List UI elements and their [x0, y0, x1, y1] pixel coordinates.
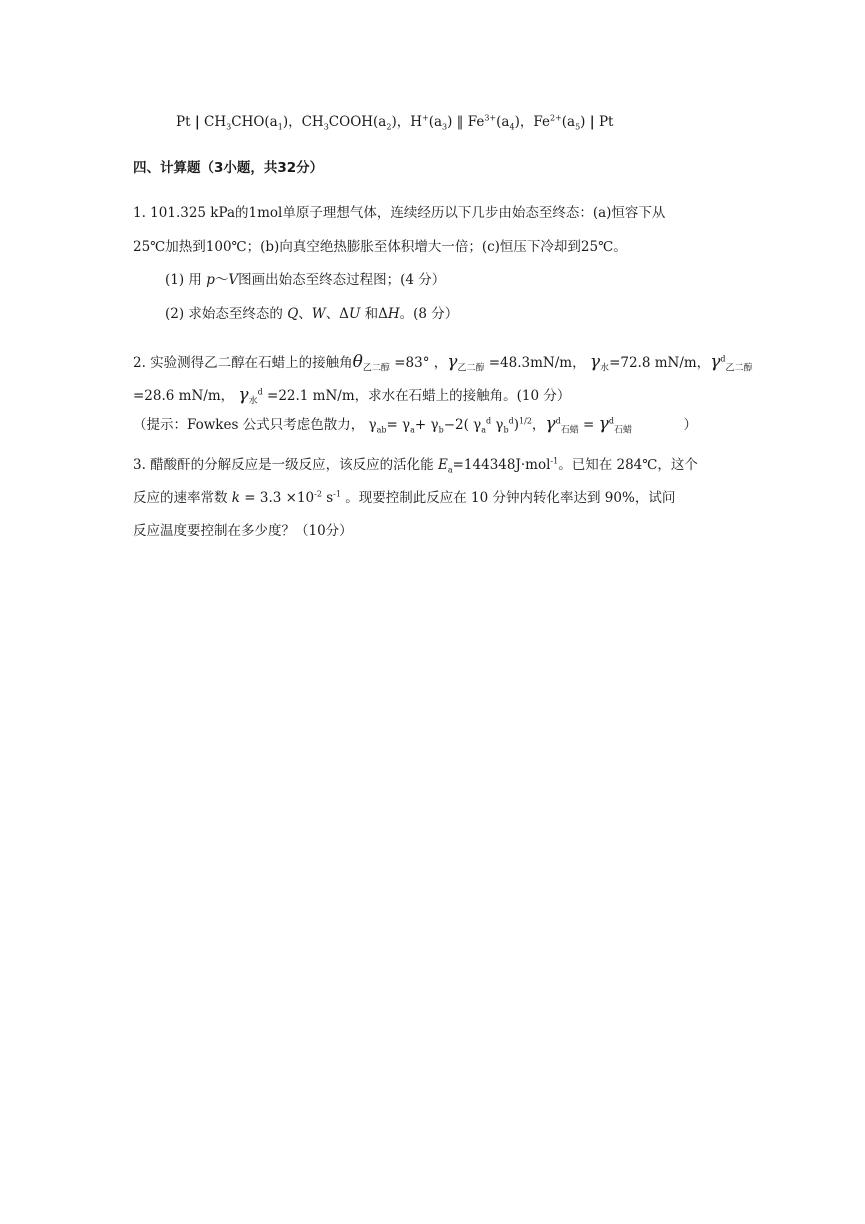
q1-part1: (1) 用 p～V图画出始态至终态过程图；(4 分） — [165, 272, 446, 288]
cell-notation: Pt | $CH_3CHO(a_1)$，$CH_3COOH(a_2)$，$H^+(a_3)$ ‖ $Fe^{3+}(a_4)$，$Fe^{2+}(a_5)$ | Pt — [176, 113, 614, 132]
q3-line3: 反应温度要控制在多少度？（10分） — [133, 523, 353, 539]
q1-line1: 1. 101.325 kPa的1mol单原子理想气体，连续经历以下几步由始态至终态：(a)恒容下从 — [133, 205, 666, 221]
q2-line1: 2. 实验测得乙二醇在石蜡上的接触角$\theta_{乙二醇} =83^\circ$ ，$\gamma_{乙二醇} =48.3mN/m$， $\gamma_水=72.8$ mN/m，$\gamma^d_{乙二醇}$ — [133, 352, 753, 374]
q1-line2: 25℃加热到100℃；(b)向真空绝热膨胀至体积增大一倍；(c)恒压下冷却到25℃。 — [133, 239, 627, 255]
q2-line2: =28.6 mN/m， $\gamma_水^d =22.1$ mN/m，求水在石蜡上的接触角。(10 分） — [133, 385, 571, 407]
q1-part2: (2) 求始态至终态的 Q、W、ΔU 和ΔH。(8 分） — [165, 306, 459, 322]
section-heading: 四、计算题（3小题，共32分） — [133, 160, 324, 176]
q2-hint: （提示：Fowkes 公式只考虑色散力， $\gamma_{ab}= \gamma_a+ \gamma_b-2$( $\gamma_a^d$ $\gamma_b^d)^{1/2}$，$\gamma^d_{石蜡} = \gamma^d_{石蜡}$ ） — [133, 414, 697, 436]
q3-line2: 反应的速率常数 $k = 3.3 \times 10^{-2}$ $s^{-1}$ 。现要控制此反应在 10 分钟内转化率达到 90%，试问 — [133, 489, 676, 506]
q3-line1: 3. 醋酸酐的分解反应是一级反应，该反应的活化能 $E_a=144348J\cdot mol^{-1}$。已知在 284℃，这个 — [133, 456, 698, 475]
